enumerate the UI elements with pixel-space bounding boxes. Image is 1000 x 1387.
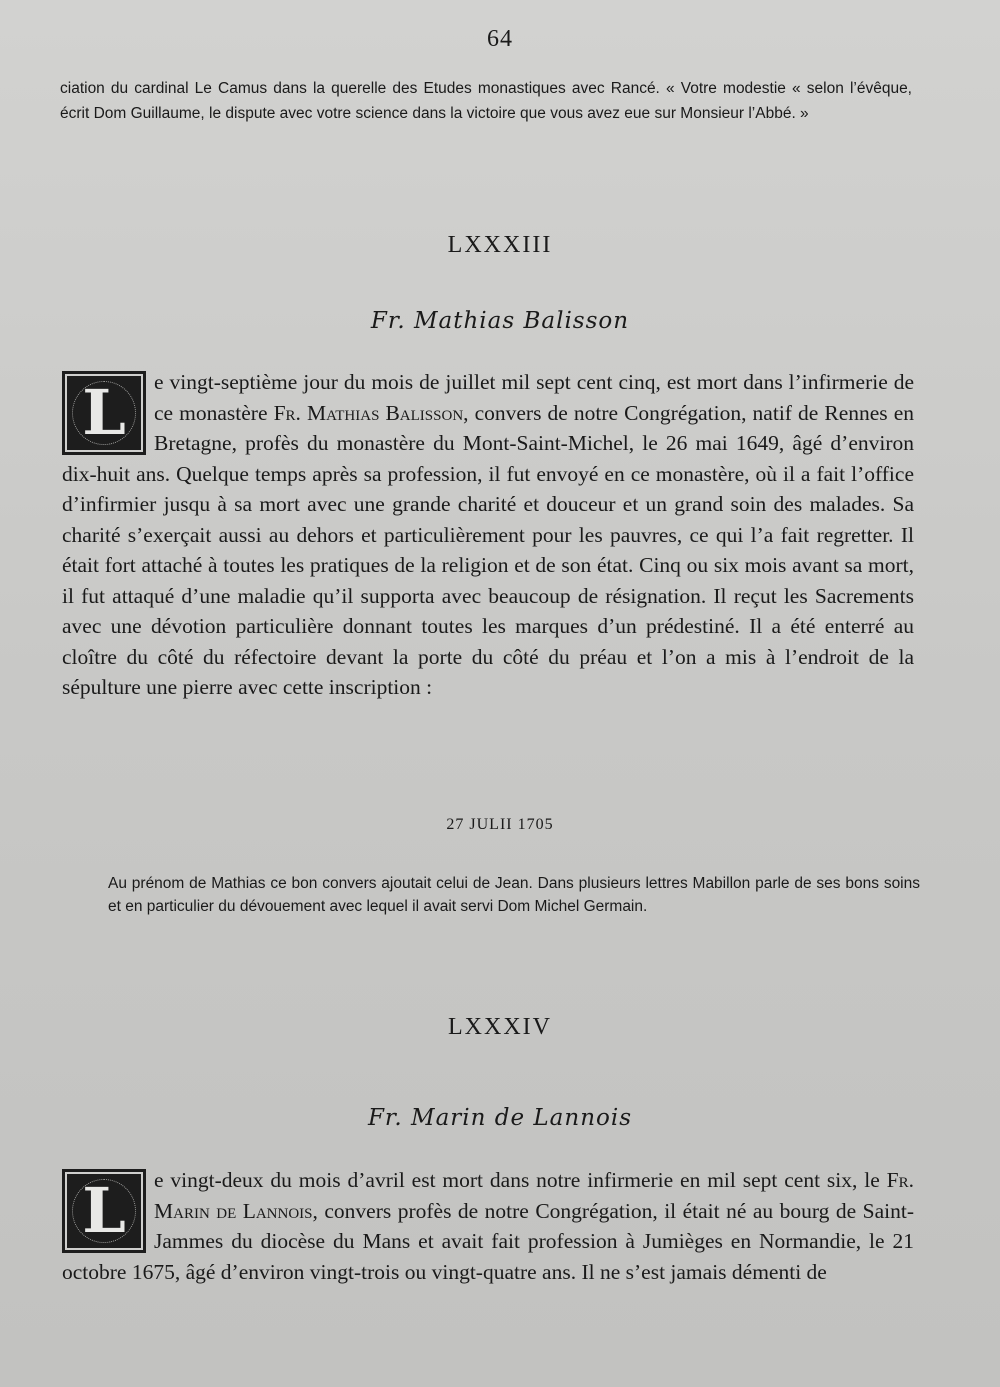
- ornamental-dropcap: L: [62, 371, 146, 455]
- section-body-lxxxiii: [62, 367, 914, 703]
- body-text-start: e vingt-deux du mois d’avril est mort dans notre infirmerie en mil sept cent six, le: [154, 1168, 887, 1192]
- section-title-lxxxiv: Fr. Marin de Lannois: [367, 1105, 633, 1131]
- section-title-lxxxiii: Fr. Mathias Balisson: [370, 308, 630, 334]
- body-text-start: e vingt-septième jour du mois de juillet mil sept cent cinq, est mort dans l’infirmerie de ce monastère: [154, 370, 914, 425]
- body-text-rest: , convers profès de notre Congrégation, il était né au bourg de Saint-Jammes du diocèse du Mans et avait fait profession à Jumièges en Normandie, le 21 octobre 1675, âgé d’environ vingt-trois ou vingt-quatre ans. Il ne s’est jamais démenti de: [62, 1198, 914, 1284]
- body-text-rest: , convers de notre Congrégation, natif de Rennes en Bretagne, profès du monastère du Mont-Saint-Michel, le 26 mai 1649, âgé d’environ dix-huit ans. Quelque temps après sa profession, il fut envoyé en ce monastère, où il a fait l’office d’infirmier jusqu à sa mort avec une grande charité et douceur et un grand soin des malades. Sa charité s’exerçait aussi au dehors et particulièrement pour les pauvres, ce qui l’a fait regretter. Il était fort attaché à toutes les pratiques de la religion et de son état. Cinq ou six mois avant sa mort, il fut attaqué d’une maladie qu’il supporta avec beaucoup de résignation. Il reçut les Sacrements avec une dévotion particulière donnant toutes les marques d’un prédestiné. Il a été enterré au cloître du côté du réfectoire devant la porte du côté du préau et l’on a mis à l’endroit de la sépulture une pierre avec cette inscription :: [62, 400, 915, 699]
- section-number-lxxxiii: LXXXIII: [447, 232, 553, 258]
- footnote-lxxxiii: Au prénom de Mathias ce bon convers ajoutait celui de Jean. Dans plusieurs lettres Mabillon parle de ses bons soins et en particulier du dévouement avec lequel il avait servi Dom Michel Germain.: [108, 875, 920, 915]
- page-number: 64: [487, 26, 513, 52]
- person-name: Fr. Marin de Lannois: [154, 1168, 914, 1223]
- section-body-lxxxiv: [62, 1165, 914, 1287]
- ornamental-dropcap: L: [62, 1169, 146, 1253]
- person-name: Fr. Mathias Balisson: [273, 400, 464, 425]
- inscription-date: 27 JULII 1705: [446, 816, 554, 833]
- section-number-lxxxiv: LXXXIV: [448, 1014, 552, 1040]
- footnote-continuation: ciation du cardinal Le Camus dans la querelle des Etudes monastiques avec Rancé. « Votre modestie « selon l’évêque, écrit Dom Guillaume, le dispute avec votre science dans la victoire que vous avez eue sur Monsieur l’Abbé. »: [60, 80, 912, 122]
